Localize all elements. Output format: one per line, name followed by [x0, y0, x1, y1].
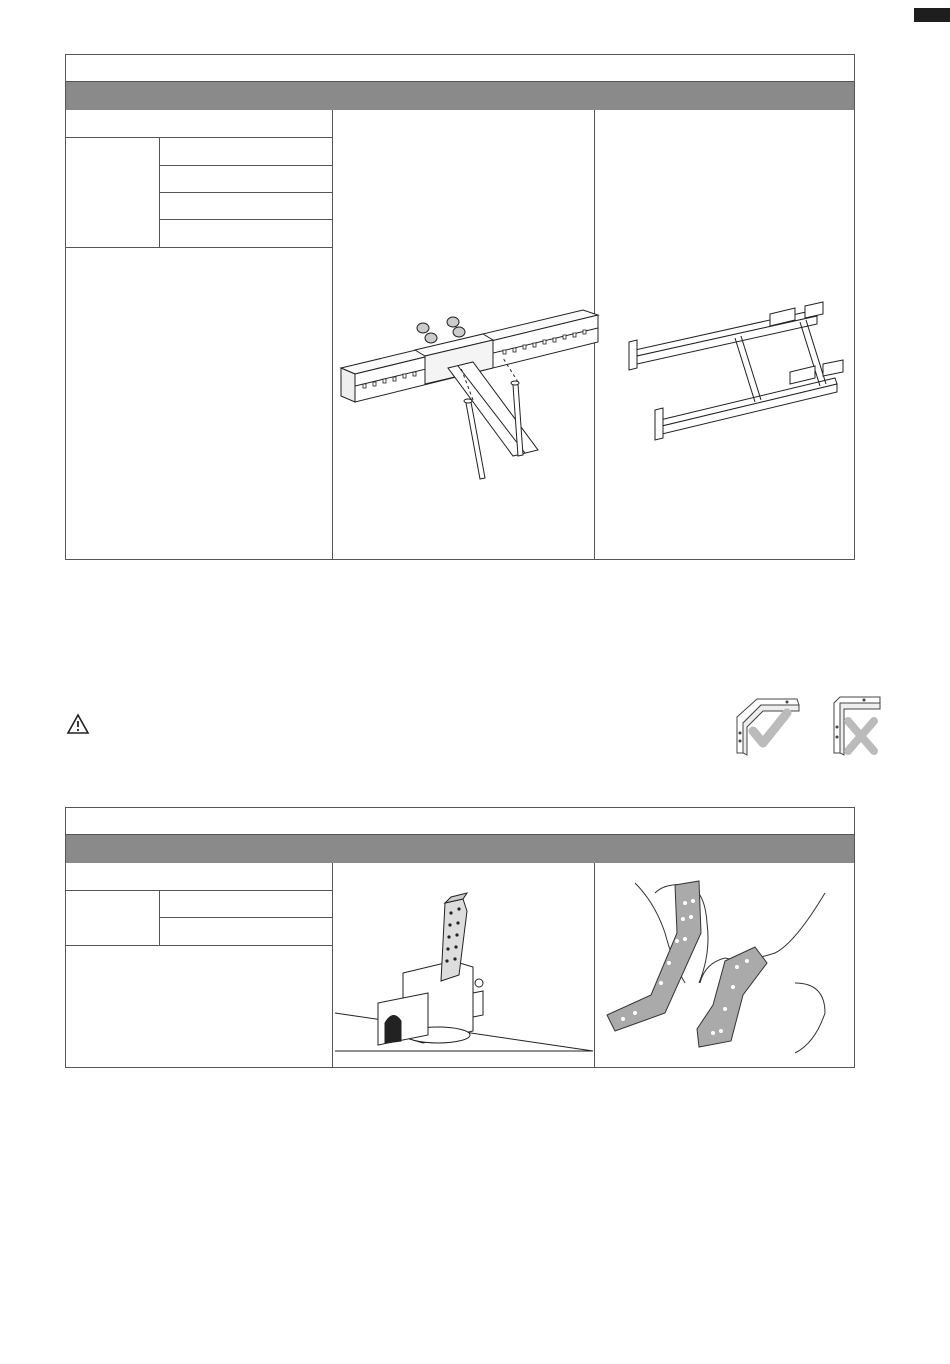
spec-row: [160, 891, 333, 918]
spec-row: [160, 166, 333, 193]
rail-junction-bolts-illustration: [333, 110, 595, 559]
section-1-band: [66, 82, 854, 110]
section-2-title: [66, 808, 854, 835]
spec-table-body: [66, 946, 333, 1067]
spec-row: [160, 918, 333, 946]
section-1-title: [66, 55, 854, 82]
spec-row: [160, 220, 333, 248]
spec-table-body: [66, 248, 333, 559]
warning-triangle-icon: [66, 713, 90, 735]
figure-rail-junction: [333, 110, 595, 559]
section-1-panel: [65, 54, 855, 560]
bracket-cross-icon: [824, 693, 888, 757]
spec-table-header: [66, 110, 333, 138]
spec-group-label: [66, 891, 160, 946]
spec-row: [160, 193, 333, 220]
ladder-frame-illustration: [595, 110, 854, 559]
section-2-band: [66, 835, 854, 863]
language-tab: [914, 8, 950, 22]
figure-bracket-vise: [333, 863, 595, 1067]
figure-hands-bracket: [595, 863, 854, 1067]
section-2-panel: [65, 807, 855, 1068]
bracket-check-icon: [727, 693, 803, 757]
bracket-in-vise-illustration: [333, 863, 595, 1067]
hands-bending-bracket-illustration: [595, 863, 854, 1067]
spec-row: [160, 138, 333, 166]
spec-group-label: [66, 138, 160, 248]
figure-ladder-frame: [595, 110, 854, 559]
spec-table-header: [66, 863, 333, 891]
